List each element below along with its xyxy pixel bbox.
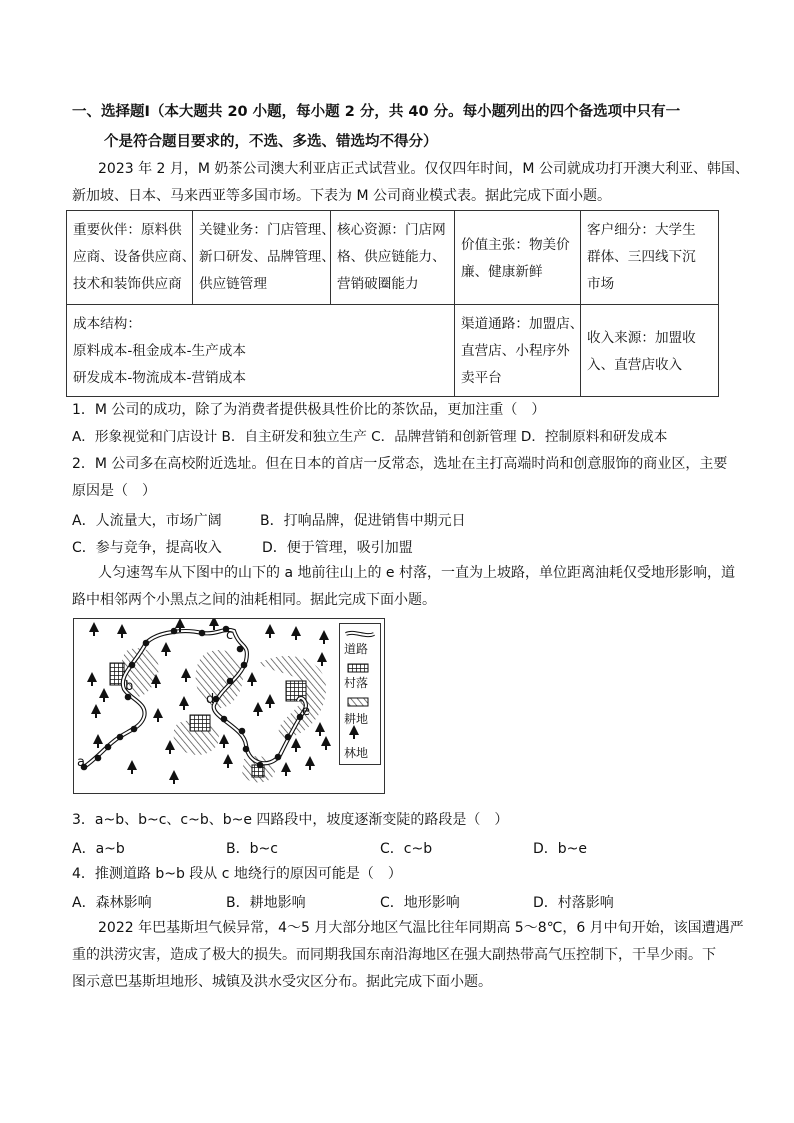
intro3-line1: 2022 年巴基斯坦气候异常，4～5 月大部分地区气温比往年同期高 5～8℃，6 月中旬开始，该国遭遇严 — [98, 920, 744, 936]
road-dot — [239, 728, 246, 735]
cell-cost-structure: 成本结构： 原料成本-租金成本-生产成本 研发成本-物流成本-营销成本 — [67, 305, 455, 397]
section-title-line2: 个是符合题目要求的，不选、多选、错选均不得分） — [104, 134, 438, 150]
tree-icon — [321, 736, 331, 750]
q2-option-b: B．打响品牌，促进销售中期元日 — [260, 513, 466, 529]
farmland-areas — [122, 648, 327, 782]
legend-forest-label: 林地 — [344, 746, 369, 760]
road-dot — [243, 746, 250, 753]
road-dot — [275, 754, 282, 761]
q2-option-c: C．参与竞争，提高收入 — [72, 540, 222, 556]
tree-icon — [291, 626, 301, 640]
map-legend — [339, 623, 381, 765]
road-dot — [199, 630, 206, 637]
road-dot — [171, 628, 178, 635]
tree-icon — [317, 652, 327, 666]
cell-key-resources: 核心资源：门店网 格、供应链能力、 营销破圈能力 — [331, 211, 455, 305]
tree-icon — [291, 738, 301, 752]
legend-forest-symbol — [349, 725, 359, 739]
tree-icon — [265, 624, 275, 638]
road-dot — [117, 734, 124, 741]
tree-icon — [161, 642, 171, 656]
point-d-label: d — [206, 692, 215, 707]
intro1-line2: 新加坡、日本、马来西亚等多国市场。下表为 M 公司商业模式表。据此完成下面小题。 — [72, 188, 611, 204]
tree-icon — [99, 688, 109, 702]
legend-village-label: 村落 — [344, 676, 369, 690]
tree-icon — [165, 740, 175, 754]
q3-option-b: B．b~c — [226, 841, 278, 857]
legend-farmland-label: 耕地 — [344, 712, 369, 726]
legend-road-label: 道路 — [344, 642, 369, 656]
tree-icon — [223, 754, 233, 768]
q3-option-d: D．b~e — [533, 841, 588, 857]
intro2-line2: 路中相邻两个小黑点之间的油耗相同。据此完成下面小题。 — [72, 592, 436, 608]
tree-icon — [89, 622, 99, 636]
tree-icon — [127, 760, 137, 774]
road-dot — [143, 640, 150, 647]
cell-value-proposition: 价值主张：物美价 廉、健康新鲜 — [455, 211, 581, 305]
q2-stem-line2: 原因是（ ） — [72, 483, 156, 499]
cell-channels: 渠道通路：加盟店、 直营店、小程序外 卖平台 — [455, 305, 581, 397]
tree-icon — [265, 694, 275, 708]
legend-farmland-symbol — [348, 698, 368, 706]
q4-option-d: D．村落影响 — [533, 895, 614, 911]
cell-customer-segments: 客户细分：大学生 群体、三四线下沉 市场 — [581, 211, 719, 305]
road-dot — [105, 744, 112, 751]
q2-option-d: D．便于管理，吸引加盟 — [262, 540, 413, 556]
point-b-label: b — [125, 679, 134, 694]
tree-icon — [247, 672, 257, 686]
road-dot — [221, 716, 228, 723]
tree-icon — [93, 734, 103, 748]
tree-icon — [281, 762, 291, 776]
terrain-map — [73, 618, 385, 794]
q1-stem: 1．M 公司的成功，除了为消费者提供极具性价比的茶饮品，更加注重（ ） — [72, 402, 546, 418]
tree-icon — [153, 708, 163, 722]
intro2-line1: 人匀速驾车从下图中的山下的 a 地前往山上的 e 村落，一直为上坡路，单位距离油耗仅受地形影响，道 — [98, 565, 735, 581]
q3-option-c: C．c~b — [380, 841, 433, 857]
tree-icon — [219, 734, 229, 748]
point-c-label: c — [226, 628, 234, 643]
section-title-line1: 一、选择题Ⅰ（本大题共 20 小题，每小题 2 分，共 40 分。每小题列出的四个备选项中只有一 — [72, 104, 681, 120]
point-a-label: a — [77, 755, 85, 770]
road-dot — [95, 755, 102, 762]
q2-stem-line1: 2．M 公司多在高校附近选址。但在日本的首店一反常态，选址在主打高端时尚和创意服饰的商业区，主要 — [72, 456, 728, 472]
tree-icon — [117, 624, 127, 638]
cell-revenue: 收入来源：加盟收 入、直营店收入 — [581, 305, 719, 397]
intro3-line3: 图示意巴基斯坦地形、城镇及洪水受灾区分布。据此完成下面小题。 — [72, 974, 492, 990]
intro1-line1: 2023 年 2 月，M 奶茶公司澳大利亚店正式试营业。仅仅四年时间，M 公司就成功打开澳大利亚、韩国、 — [98, 161, 749, 177]
road-dot — [131, 726, 138, 733]
tree-icon — [209, 619, 219, 630]
road-dot — [257, 762, 264, 769]
tree-icon — [305, 756, 315, 770]
tree-icon — [315, 722, 325, 736]
q4-stem: 4．推测道路 b~b 段从 c 地绕行的原因可能是（ ） — [72, 866, 402, 882]
q3-option-a: A．a~b — [72, 841, 125, 857]
road-dot — [285, 734, 292, 741]
road-dot — [129, 662, 136, 669]
tree-icon — [179, 696, 189, 710]
cell-key-partners: 重要伙伴：原料供 应商、设备供应商、 技术和装饰供应商 — [67, 211, 193, 305]
business-model-table — [66, 210, 719, 397]
point-e-label: e — [302, 704, 310, 719]
tree-icon — [169, 770, 179, 784]
village — [190, 715, 210, 731]
road-dot — [241, 662, 248, 669]
legend-village-symbol — [348, 664, 368, 672]
q4-option-a: A．森林影响 — [72, 895, 152, 911]
tree-icon — [253, 702, 263, 716]
road-dot — [227, 678, 234, 685]
q4-option-c: C．地形影响 — [380, 895, 460, 911]
terrain-map-svg — [74, 619, 384, 793]
tree-icon — [91, 704, 101, 718]
q2-option-a: A．人流量大，市场广阔 — [72, 513, 222, 529]
tree-icon — [87, 672, 97, 686]
tree-icon — [181, 668, 191, 682]
road-dot — [125, 694, 132, 701]
road-dot — [237, 646, 244, 653]
tree-icon — [319, 630, 329, 644]
cell-key-activities: 关键业务：门店管理、 新口研发、品牌管理、 供应链管理 — [193, 211, 331, 305]
q3-stem: 3．a~b、b~c、c~b、b~e 四路段中，坡度逐渐变陡的路段是（ ） — [72, 812, 509, 828]
q4-option-b: B．耕地影响 — [226, 895, 306, 911]
q1-options: A．形象视觉和门店设计 B．自主研发和独立生产 C．品牌营销和创新管理 D．控制原料和研发成本 — [72, 429, 668, 445]
intro3-line2: 重的洪涝灾害，造成了极大的损失。而同期我国东南沿海地区在强大副热带高气压控制下，干旱少雨。下 — [72, 947, 716, 963]
